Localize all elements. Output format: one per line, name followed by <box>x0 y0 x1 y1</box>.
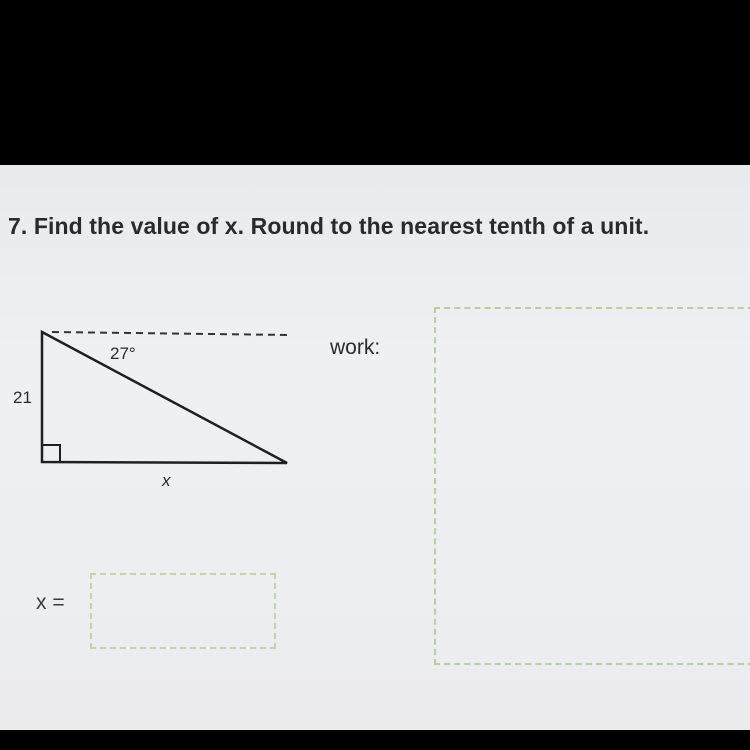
answer-field[interactable] <box>90 573 276 649</box>
work-label: work: <box>330 336 381 359</box>
angle-label: 27° <box>110 344 136 363</box>
side-length-label: 21 <box>13 388 32 407</box>
triangle-diagram <box>0 165 320 505</box>
right-angle-marker <box>42 445 60 462</box>
answer-input[interactable] <box>92 575 274 647</box>
question-text: 7. Find the value of x. Round to the nearest tenth of a unit. <box>8 213 650 239</box>
right-triangle <box>42 332 287 463</box>
unknown-side-label: x <box>162 471 171 490</box>
dashed-reference-line <box>52 332 290 335</box>
work-area[interactable] <box>434 307 750 665</box>
answer-label: x = <box>36 591 65 614</box>
worksheet-screen <box>0 165 750 730</box>
